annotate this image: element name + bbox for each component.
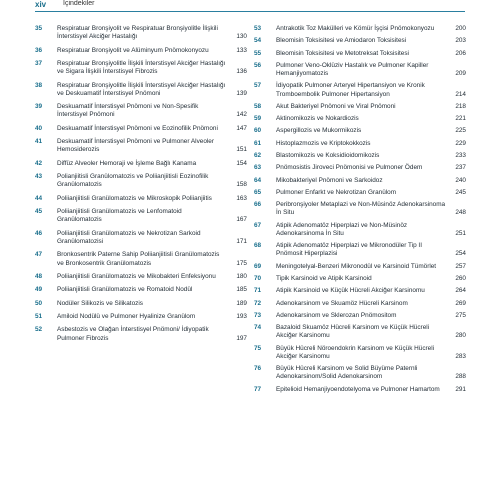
toc-right-column [254, 25, 466, 398]
chapter-page: 248 [455, 209, 466, 217]
chapter-page: 206 [455, 49, 466, 57]
chapter-number: 73 [254, 311, 262, 319]
chapter-title: Antrakotik Toz Makülleri ve Kömür İşçisi Pnömokonyozu [276, 25, 435, 32]
toc-entry[interactable] [254, 50, 466, 58]
chapter-page: 237 [455, 164, 466, 172]
chapter-page: 154 [236, 159, 247, 167]
chapter-title: Deskuamatif İnterstisyel Pnömoni ve Non-Spesifik İnterstisyel Pnömoni [57, 103, 199, 119]
chapter-page: 193 [236, 313, 247, 321]
chapter-page: 147 [236, 124, 247, 132]
chapter-number: 50 [35, 299, 43, 307]
chapter-title: Atipik Adenomatöz Hiperplazi ve Non-Müsinöz Adenokarsinoma İn Situ [276, 221, 408, 237]
chapter-number: 36 [35, 46, 43, 54]
chapter-page: 275 [455, 311, 466, 319]
toc-entry[interactable] [35, 82, 247, 98]
chapter-number: 35 [35, 25, 43, 32]
chapter-page: 209 [455, 70, 466, 78]
chapter-title: Respiratuar Bronşiyolit ve Respiratuar Bronşiyolitle İlişkili İnterstisyel Akciğer Hastalığı [57, 25, 218, 41]
toc-entry[interactable] [35, 138, 247, 154]
toc-entry[interactable] [254, 201, 466, 217]
chapter-title: Atipik Karsinoid ve Küçük Hücreli Akciğer Karsinomu [276, 287, 425, 295]
chapter-page: 233 [455, 152, 466, 160]
toc-entry[interactable] [35, 60, 247, 76]
toc-entry[interactable] [254, 365, 466, 381]
toc-entry[interactable] [254, 62, 466, 78]
toc-entry[interactable] [254, 287, 466, 295]
toc-entry[interactable] [254, 140, 466, 148]
chapter-page: 200 [455, 25, 466, 32]
chapter-title: Akut Bakteriyel Pnömoni ve Viral Pnömoni [276, 102, 396, 110]
chapter-page: 167 [236, 216, 247, 224]
chapter-number: 55 [254, 49, 262, 57]
toc-entry[interactable] [35, 300, 247, 308]
chapter-title: Asbestozis ve Olağan İnterstisyel Pnömoni/ İdiyopatik Pulmoner Fibrozis [57, 326, 209, 342]
chapter-number: 42 [35, 159, 43, 167]
chapter-title: İdiyopatik Pulmoner Arteryel Hipertansiyon ve Kronik Tromboembolik Pulmoner Hipertansiyon [276, 82, 425, 98]
chapter-title: Polianjiitisli Granülomatozis ve Poliianjiitisli Eozinofilik Granülomatozis [57, 173, 209, 189]
chapter-page: 136 [236, 68, 247, 76]
toc-entry[interactable] [35, 195, 247, 203]
toc-entry[interactable] [254, 82, 466, 98]
toc-entry[interactable] [254, 275, 466, 283]
chapter-title: Bleomisin Toksisitesi ve Metotreksat Toksisitesi [276, 49, 409, 57]
toc-entry[interactable] [254, 127, 466, 135]
chapter-page: 139 [236, 89, 247, 97]
chapter-page: 158 [236, 181, 247, 189]
chapter-number: 65 [254, 188, 262, 196]
chapter-page: 229 [455, 139, 466, 147]
chapter-title: Poliianjiitisli Granülomatozis ve Mikobakteri Enfeksiyonu [57, 272, 216, 280]
chapter-number: 60 [254, 127, 262, 135]
chapter-title: Adenokarsinom ve Sklerozan Pnömositom [276, 311, 397, 319]
toc-entry[interactable] [254, 103, 466, 111]
page-header [0, 0, 500, 12]
chapter-page: 225 [455, 127, 466, 135]
chapter-title: Mikobakteriyel Pnömoni ve Sarkoidoz [276, 176, 383, 184]
section-title: İçindekiler [63, 0, 95, 7]
chapter-page: 171 [236, 237, 247, 245]
chapter-page: 151 [236, 146, 247, 154]
chapter-title: Poliianjiitisli Granülomatozis ve Mikroskopik Poliianjiitis [57, 194, 212, 202]
chapter-page: 269 [455, 299, 466, 307]
toc-entry[interactable] [254, 152, 466, 160]
chapter-number: 49 [35, 286, 43, 294]
chapter-number: 77 [254, 385, 262, 393]
chapter-title: Pnömosistis Jiroveci Pnömonisi ve Pulmoner Ödem [276, 164, 423, 172]
chapter-page: 130 [236, 33, 247, 41]
chapter-page: 221 [455, 115, 466, 123]
chapter-page: 163 [236, 194, 247, 202]
toc-entry[interactable] [35, 173, 247, 189]
chapter-page: 257 [455, 262, 466, 270]
chapter-title: Pulmoner Veno-Oklüziv Hastalık ve Pulmoner Kapiller Hemanjiyomatozis [276, 61, 429, 78]
chapter-page: 280 [455, 332, 466, 340]
chapter-number: 53 [254, 25, 262, 32]
toc-entry[interactable] [254, 263, 466, 271]
toc-entry[interactable] [254, 242, 466, 258]
toc-entry[interactable] [35, 47, 247, 55]
chapter-title: Poliianjiitisli Granülomatozis ve Romatoid Nodül [57, 286, 193, 294]
chapter-title: Epitelioid Hemanjiyoendotelyoma ve Pulmoner Hamartom [276, 385, 440, 393]
chapter-number: 57 [254, 82, 262, 90]
chapter-title: Poliianjiitisli Granülomatozis ve Lenfomatoid Granülomatozis [57, 208, 182, 224]
chapter-number: 66 [254, 201, 262, 209]
chapter-number: 56 [254, 61, 262, 69]
header-rule [35, 11, 465, 12]
chapter-page: 214 [455, 90, 466, 98]
toc-entry[interactable] [35, 313, 247, 321]
chapter-title: Bazaloid Skuamöz Hücreli Karsinom ve Küçük Hücreli Akciğer Karsinomu [276, 324, 430, 340]
chapter-title: Nodüler Silikozis ve Silikatozis [57, 299, 143, 307]
chapter-number: 38 [35, 81, 43, 89]
chapter-page: 264 [455, 287, 466, 295]
chapter-page: 185 [236, 286, 247, 294]
toc-entry[interactable] [35, 160, 247, 168]
chapter-title: Blastomikozis ve Koksidioidomikozis [276, 152, 380, 160]
chapter-page: 288 [455, 373, 466, 381]
chapter-title: Amiloid Nodülü ve Pulmoner Hyalinize Granülom [57, 313, 196, 321]
toc-entry[interactable] [254, 386, 466, 394]
chapter-page: 245 [455, 188, 466, 196]
chapter-number: 64 [254, 176, 262, 184]
chapter-number: 47 [35, 251, 43, 259]
chapter-page: 175 [236, 259, 247, 267]
chapter-number: 75 [254, 344, 262, 352]
chapter-page: 260 [455, 275, 466, 283]
toc-entry[interactable] [254, 222, 466, 238]
chapter-number: 74 [254, 324, 262, 332]
chapter-number: 70 [254, 275, 262, 283]
chapter-title: Pulmoner Enfarkt ve Nekrotizan Granülom [276, 188, 397, 196]
chapter-number: 67 [254, 221, 262, 229]
chapter-number: 52 [35, 326, 43, 334]
chapter-title: Aktinomikozis ve Nokardiozis [276, 115, 359, 123]
chapter-number: 37 [35, 59, 43, 67]
page-number: xiv [35, 0, 47, 9]
chapter-title: Tipik Karsinoid ve Atipik Karsinoid [276, 275, 372, 283]
chapter-page: 142 [236, 111, 247, 119]
toc-entry[interactable] [254, 312, 466, 320]
chapter-number: 43 [35, 173, 43, 181]
toc-entry[interactable] [35, 103, 247, 119]
chapter-number: 68 [254, 242, 262, 250]
chapter-number: 45 [35, 208, 43, 216]
chapter-title: Respiratuar Bronşiyolitle İlişkili İnterstisyel Akciğer Hastalığı ve Deskuamatif İnterstisyel Pnömoni [57, 81, 226, 97]
chapter-page: 189 [236, 299, 247, 307]
chapter-title: Atipik Adenomatöz Hiperplazi ve Mikronodüler Tip II Pnömosit Hiperplazisi [276, 242, 422, 258]
chapter-page: 203 [455, 37, 466, 45]
chapter-page: 197 [236, 334, 247, 342]
chapter-title: Bronkosentrik Paterne Sahip Poliianjiitisli Granülomatozis ve Bronkosentrik Granülomatozis [57, 251, 220, 267]
chapter-title: Meningotelyal-Benzeri Mikronodül ve Karsinoid Tümörlet [276, 262, 437, 270]
toc-entry[interactable] [35, 326, 247, 342]
chapter-title: Deskuamatif İnterstisyel Pnömoni ve Eozinofilik Pnömoni [57, 124, 218, 132]
chapter-page: 240 [455, 176, 466, 184]
toc-entry[interactable] [254, 37, 466, 45]
chapter-number: 76 [254, 365, 262, 373]
chapter-title: Büyük Hücreli Nöroendokrin Karsinom ve Küçük Hücreli Akciğer Karsinomu [276, 344, 435, 360]
chapter-page: 254 [455, 250, 466, 258]
chapter-number: 41 [35, 138, 43, 146]
chapter-number: 61 [254, 139, 262, 147]
chapter-number: 63 [254, 164, 262, 172]
toc-entry[interactable] [35, 251, 247, 267]
toc-entry[interactable] [254, 189, 466, 197]
chapter-number: 40 [35, 124, 43, 132]
chapter-number: 54 [254, 37, 262, 45]
toc-entry[interactable] [35, 230, 247, 246]
chapter-page: 251 [455, 229, 466, 237]
chapter-title: Aspergillozis ve Mukormikozis [276, 127, 362, 135]
toc-entry[interactable] [35, 273, 247, 281]
chapter-number: 58 [254, 102, 262, 110]
chapter-number: 62 [254, 152, 262, 160]
toc-entry[interactable] [254, 300, 466, 308]
chapter-number: 71 [254, 287, 262, 295]
chapter-title: Respiratuar Bronşiyolitle İlişkili İnterstisyel Akciğer Hastalığı ve Sigara İlişkili İnterstisyel Fibrozis [57, 59, 226, 76]
chapter-number: 48 [35, 272, 43, 280]
chapter-title: Histoplazmozis ve Kriptokokkozis [276, 139, 371, 147]
toc-entry[interactable] [254, 345, 466, 361]
chapter-title: Bleomisin Toksisitesi ve Amiodaron Toksisitesi [276, 37, 407, 45]
chapter-number: 59 [254, 115, 262, 123]
chapter-page: 180 [236, 272, 247, 280]
chapter-page: 218 [455, 102, 466, 110]
toc-entry[interactable] [35, 286, 247, 294]
chapter-number: 72 [254, 299, 262, 307]
toc-entry[interactable] [254, 115, 466, 123]
toc-entry[interactable] [254, 177, 466, 185]
chapter-title: Deskuamatif İnterstisyel Pnömoni ve Pulmoner Alveoler Hemosiderozis [57, 138, 214, 154]
toc-entry[interactable] [35, 125, 247, 133]
toc-entry[interactable] [254, 25, 466, 33]
chapter-page: 283 [455, 352, 466, 360]
chapter-page: 133 [236, 46, 247, 54]
chapter-title: Respiratuar Bronşiyolit ve Alüminyum Pnömokonyozu [57, 46, 209, 54]
chapter-number: 51 [35, 313, 43, 321]
chapter-number: 44 [35, 194, 43, 202]
chapter-number: 69 [254, 262, 262, 270]
chapter-title: Diffüz Alveoler Hemoraji ve İşleme Bağlı Kanama [57, 159, 197, 167]
chapter-number: 46 [35, 229, 43, 237]
chapter-number: 39 [35, 103, 43, 111]
toc-entry[interactable] [35, 25, 247, 41]
chapter-title: Poliianjiitisli Granülomatozis ve Nekrotizan Sarkoid Granülomatozisi [57, 229, 201, 245]
chapter-title: Büyük Hücreli Karsinom ve Solid Büyüme Paternli Adenokarsinom/Solid Adenokarsinom [276, 365, 418, 381]
toc-entry[interactable] [254, 324, 466, 340]
toc-entry[interactable] [254, 164, 466, 172]
chapter-page: 291 [455, 385, 466, 393]
chapter-title: Adenokarsinom ve Skuamöz Hücreli Karsinom [276, 299, 408, 307]
toc-left-column [35, 25, 247, 348]
chapter-title: Peribronşiyoler Metaplazi ve Non-Müsinöz Adenokarsinoma İn Situ [276, 201, 446, 217]
toc-entry[interactable] [35, 208, 247, 224]
